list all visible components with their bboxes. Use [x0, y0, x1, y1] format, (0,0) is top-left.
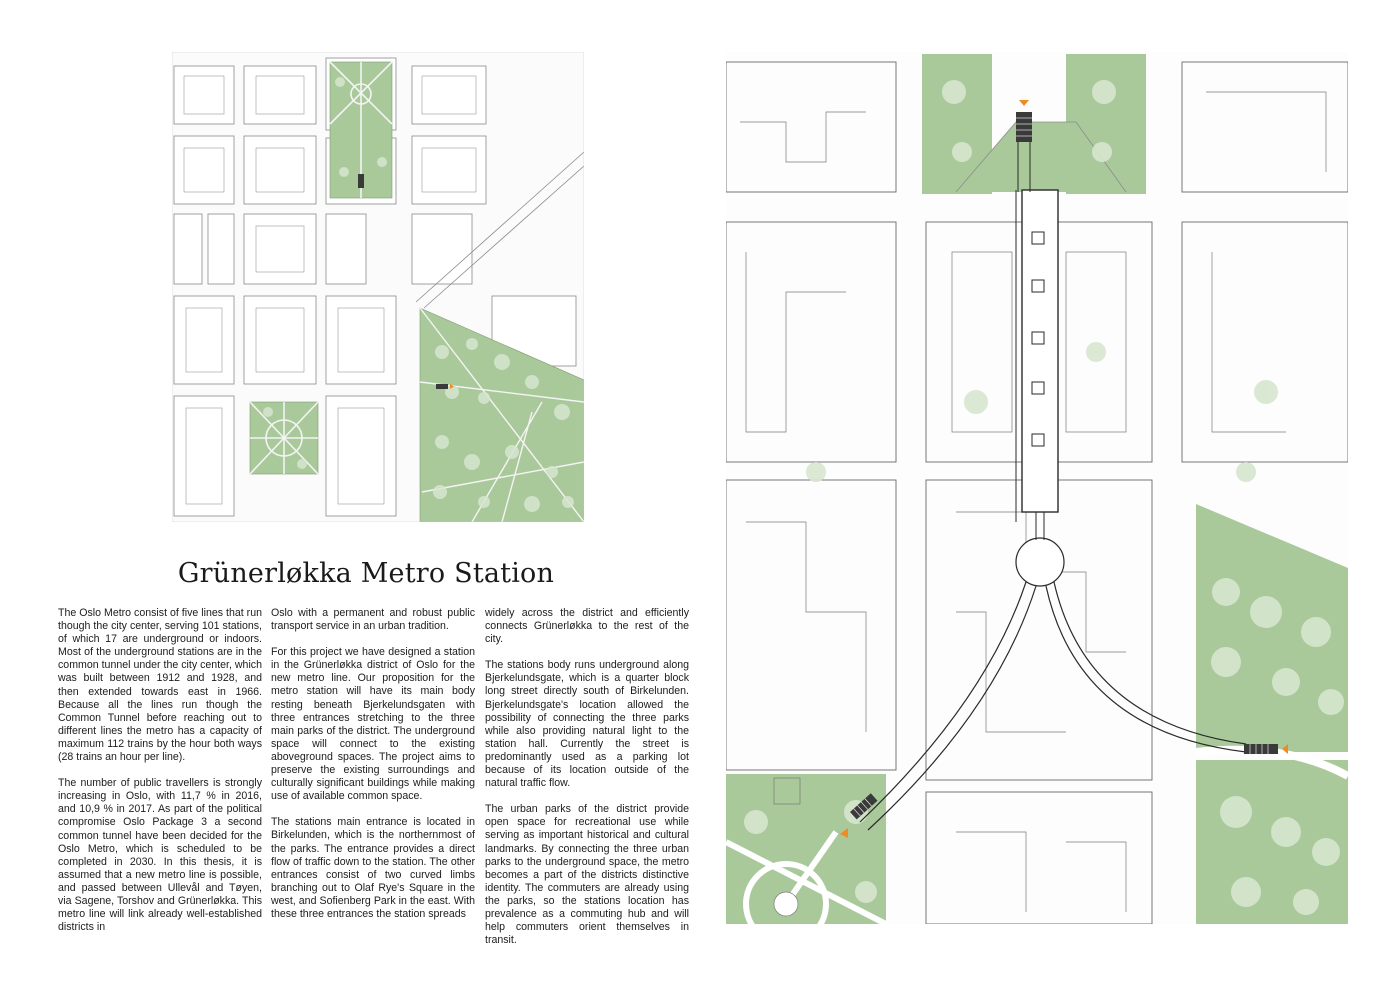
paragraph: The Oslo Metro consist of five lines that run though the city center, serving 101 stations, of which 17 are underground or indoors. Most of the underground stations are in the common tunnel under the city center, which was built between 1912 and 1928, and then extended towards east in 1966. Because all the lines run though the Common Tunnel before reaching out to different lines the metro has a capacity of maximum 112 trains by the hour both ways (28 trains an hour per line). [58, 607, 262, 764]
text-column-2 [271, 607, 475, 934]
paragraph: For this project we have designed a station in the Grünerløkka district of Oslo for the new metro line. Our proposition for the metro station will have its main body resting beneath Bjerkelundsgaten with three entrances stretching to the three main parks of the district. The underground space will connect to the existing aboveground spaces. The project aims to preserve the existing surroundings and culturally significant buildings while making use of available common space. [271, 646, 475, 803]
detail-plan-drawing [726, 52, 1348, 924]
site-plan-map [172, 52, 584, 522]
text-column-3 [485, 607, 689, 960]
page-title: Grünerløkka Metro Station [177, 558, 555, 589]
paragraph: The urban parks of the district provide open space for recreational use while serving as important historical and cultural landmarks. By connecting the three urban parks to the underground space, the metro becomes a part of the districts distinctive identity. The commuters are already using the parks, so the stations location has prevalence as a commuting hub and will help commuters orient themselves in transit. [485, 803, 689, 947]
paragraph: The stations main entrance is located in Birkelunden, which is the northernmost of the parks. The entrance provides a direct flow of traffic down to the station. The other entrances consist of two curved limbs branching out to Olaf Rye's Square in the west, and Sofienberg Park in the east. With these three entrances the station spreads [271, 816, 475, 920]
paragraph: Oslo with a permanent and robust public transport service in an urban tradition. [271, 607, 475, 633]
paragraph: The stations body runs underground along Bjerkelundsgate, which is a quarter block long street directly south of Birkelunden. Bjerkelundsgate's location allowed the possibility of connecting the three parks while also providing natural light to the station hall. Currently the street is predominantly used as a parking lot because of its location outside of the natural traffic flow. [485, 659, 689, 790]
site-plan-drawing [172, 52, 584, 522]
text-column-1 [58, 607, 262, 947]
paragraph: The number of public travellers is strongly increasing in Oslo, with 11,7 % in 2016, and 10,9 % in 2017. As part of the political compromise Oslo Package 3 a second common tunnel have been decided for the Oslo Metro, which is scheduled to be completed in 2030. In this thesis, it is assumed that a new metro line is possible, and passed between Ullevål and Tøyen, via Sagene, Torshov and Grünerløkka. This metro line will link already well-established districts in [58, 777, 262, 934]
paragraph: widely across the district and efficiently connects Grünerløkka to the rest of the city. [485, 607, 689, 646]
station-detail-plan [726, 52, 1348, 924]
